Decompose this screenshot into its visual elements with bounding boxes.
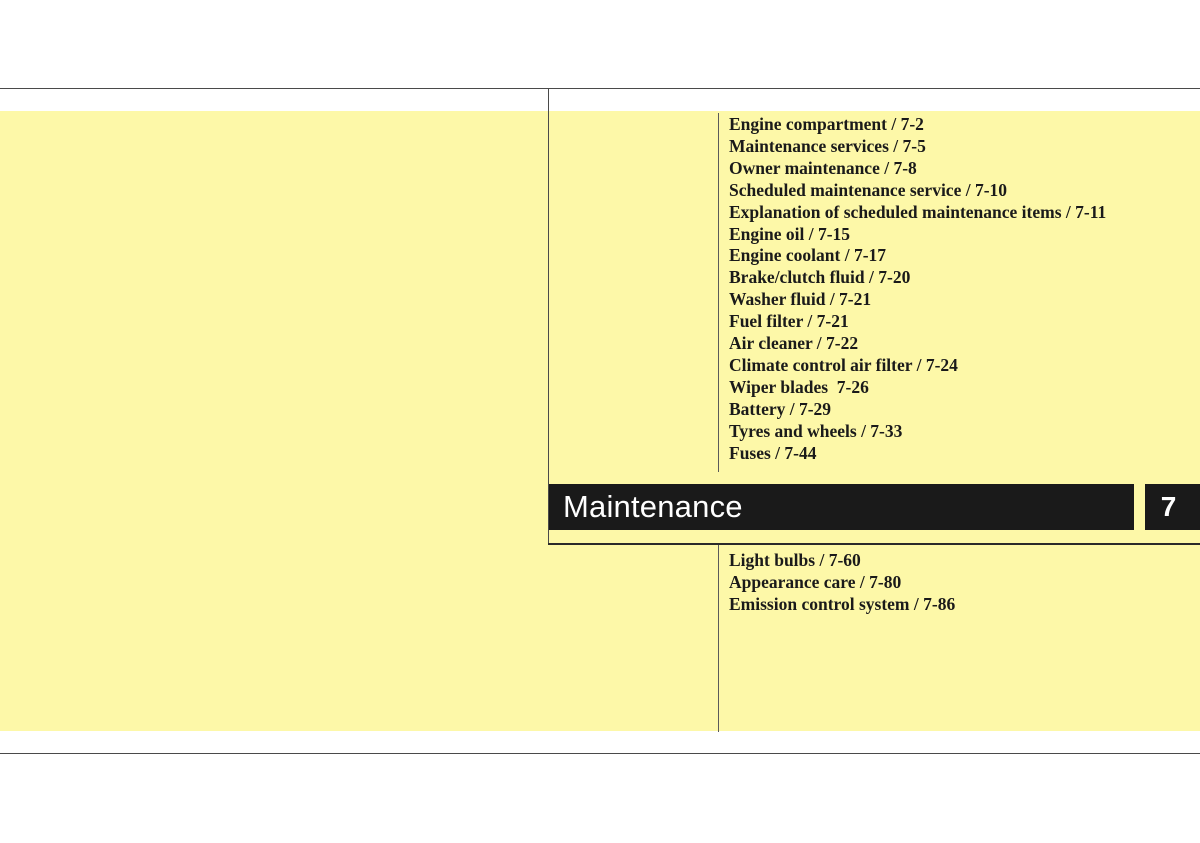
toc-entry[interactable]: Explanation of scheduled maintenance items / 7-11 (729, 201, 1107, 222)
top-margin-strip (549, 89, 1200, 111)
toc-entry[interactable]: Engine coolant / 7-17 (729, 245, 887, 266)
toc-entry[interactable]: Fuses / 7-44 (729, 442, 817, 463)
toc-entry[interactable]: Scheduled maintenance service / 7-10 (729, 179, 1008, 200)
chapter-number-badge: 7 (1145, 484, 1200, 530)
toc-entry[interactable]: Fuel filter / 7-21 (729, 311, 849, 332)
section-rule (548, 543, 1200, 545)
top-rule (0, 88, 1200, 89)
section-title: Maintenance (549, 484, 1134, 530)
toc-entry[interactable]: Battery / 7-29 (729, 398, 832, 419)
toc-entry[interactable]: Engine compartment / 7-2 (729, 114, 924, 134)
toc-entry[interactable]: Washer fluid / 7-21 (729, 289, 872, 310)
toc-entry[interactable]: Engine oil / 7-15 (729, 223, 851, 244)
toc-entry[interactable]: Maintenance services / 7-5 (729, 135, 926, 156)
toc-entry[interactable]: Light bulbs / 7-60 (729, 550, 861, 570)
toc-rule-bottom (718, 544, 719, 732)
toc-rule-top (718, 113, 719, 472)
toc-entry[interactable]: Owner maintenance / 7-8 (729, 157, 917, 178)
toc-entry[interactable]: Brake/clutch fluid / 7-20 (729, 267, 911, 288)
toc-entry[interactable]: Emission control system / 7-86 (729, 593, 956, 614)
toc-entry[interactable]: Climate control air filter / 7-24 (729, 354, 958, 375)
toc-entry[interactable]: Wiper blades 7-26 (729, 376, 869, 397)
toc-list-bottom (729, 550, 955, 616)
toc-entry[interactable]: Tyres and wheels / 7-33 (729, 420, 903, 441)
bottom-rule (0, 753, 1200, 754)
toc-entry[interactable]: Appearance care / 7-80 (729, 571, 902, 592)
center-divider (548, 89, 549, 544)
toc-list-top (729, 114, 1106, 465)
toc-entry[interactable]: Air cleaner / 7-22 (729, 333, 859, 354)
